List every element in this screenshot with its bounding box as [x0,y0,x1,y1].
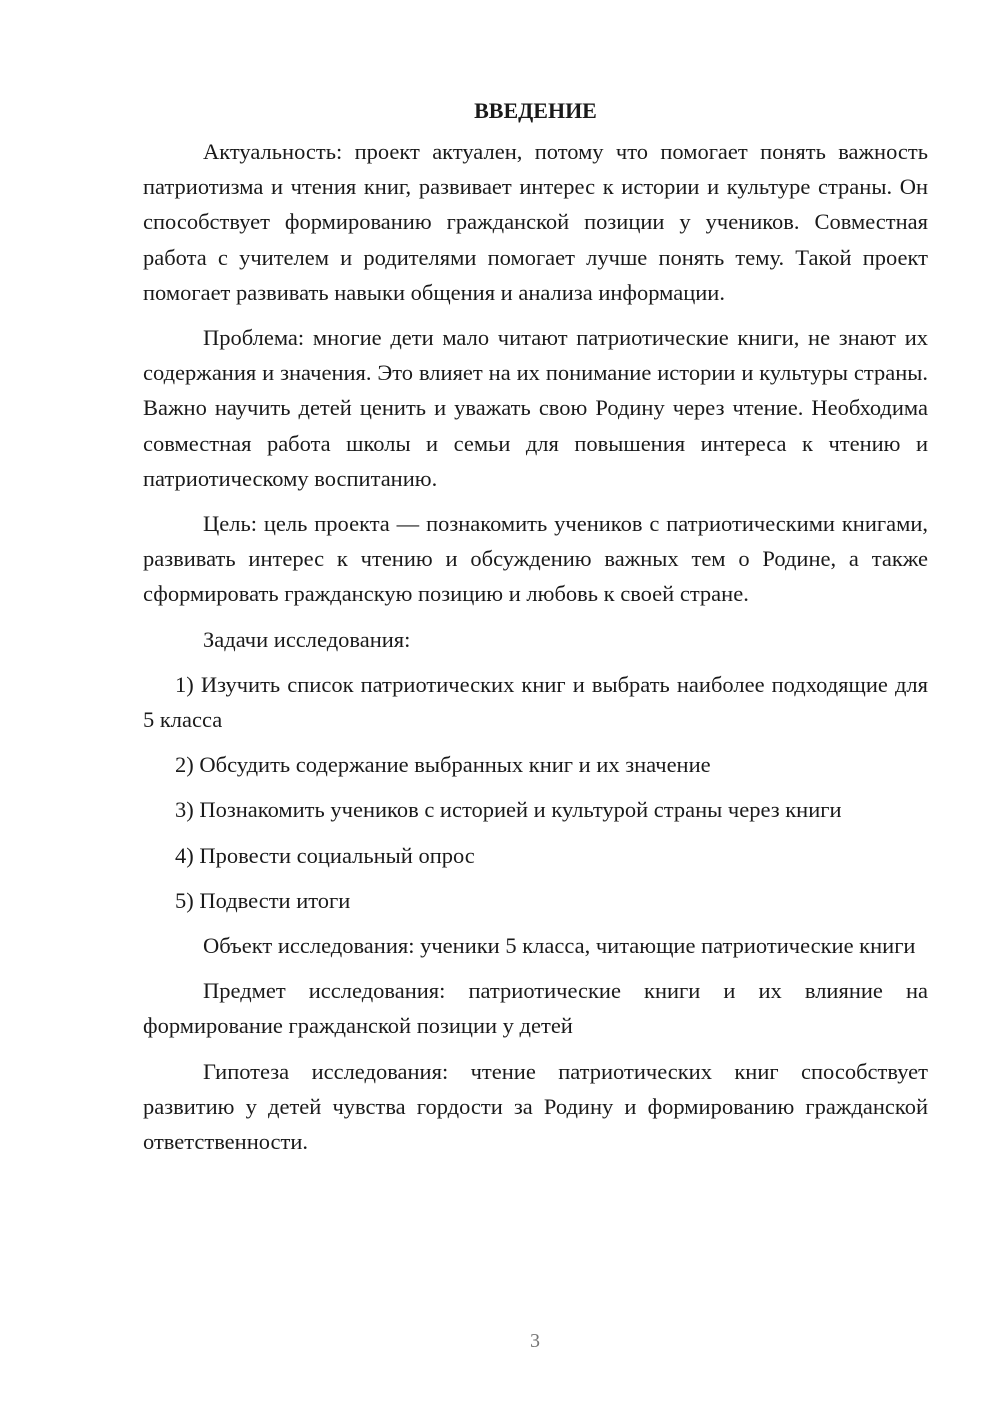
task-item: 2) Обсудить содержание выбранных книг и их значение [175,752,711,778]
document-page [143,93,928,1169]
task-item: 5) Подвести итоги [175,887,351,913]
tasks-list [143,667,928,918]
problem-paragraph: Проблема: многие дети мало читают патриотические книги, не знают их содержания и значения. Это влияет на их понимание истории и культуры страны. Важно научить детей ценить и уважать свою Родину через чтение. Необходима совместная работа школы и семьи для повышения интереса к чтению и патриотическому воспитанию. [143,325,928,491]
subject-paragraph: Предмет исследования: патриотические книги и их влияние на формирование гражданской позиции у детей [143,978,928,1039]
task-item: 4) Провести социальный опрос [175,842,475,868]
object-paragraph: Объект исследования: ученики 5 класса, читающие патриотические книги [203,933,916,959]
section-title: ВВЕДЕНИЕ [474,98,597,123]
relevance-paragraph: Актуальность: проект актуален, потому что помогает понять важность патриотизма и чтения книг, развивает интерес к истории и культуре страны. Он способствует формированию гражданской позиции у учеников. Совместная работа с учителем и родителями помогает лучше понять тему. Такой проект помогает развивать навыки общения и анализа информации. [143,139,928,305]
hypothesis-paragraph: Гипотеза исследования: чтение патриотических книг способствует развитию у детей чувства гордости за Родину и формированию гражданской ответственности. [143,1058,928,1155]
tasks-heading: Задачи исследования: [203,626,411,652]
goal-paragraph: Цель: цель проекта — познакомить учеников с патриотическими книгами, развивать интерес к чтению и обсуждению важных тем о Родине, а также сформировать гражданскую позицию и любовь к своей стране. [143,511,928,607]
task-item: 3) Познакомить учеников с историей и культурой страны через книги [175,797,842,823]
task-item: 1) Изучить список патриотических книг и выбрать наиболее подходящие для 5 класса [143,671,928,733]
page-number: 3 [530,1330,540,1352]
